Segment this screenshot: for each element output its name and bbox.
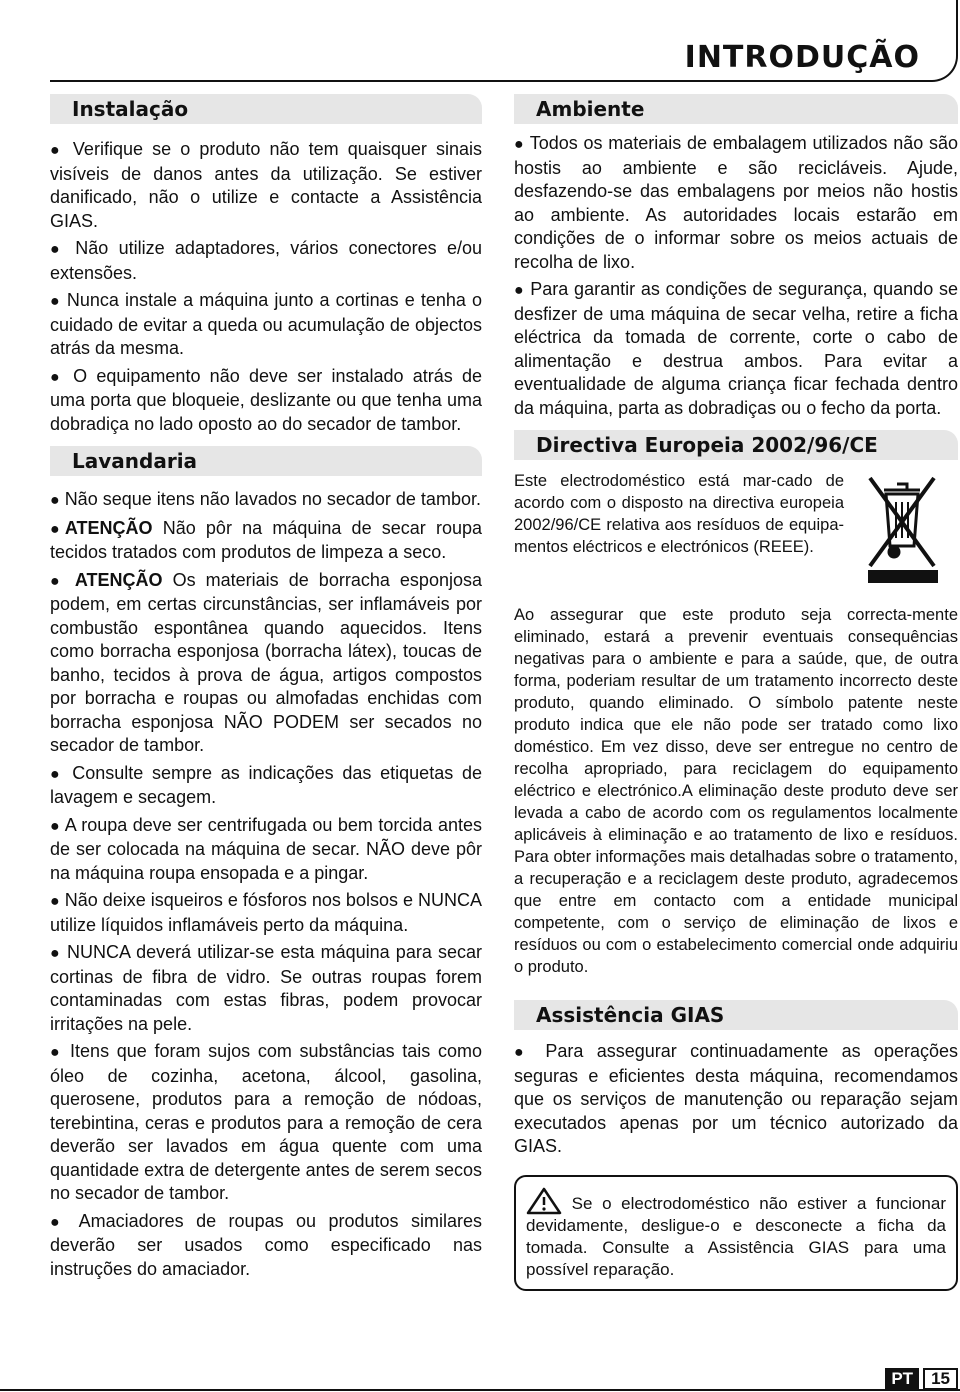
bottom-rule [0,1389,960,1391]
installation-item: ● Verifique se o produto não tem quaisquer sinais visíveis de danos antes da utilização. Se estiver danificado, não o utilize e contacte a Assistência GIAS. [50,139,482,231]
page-title: INTRODUÇÃO [684,40,920,75]
installation-item: ● Nunca instale a máquina junto a cortinas e tenha o cuidado de evitar a queda ou acumulação de objectos atrás da mesma. [50,290,482,358]
laundry-item: ●ATENÇÃO Não pôr na máquina de secar roupa tecidos tratados com produtos de limpeza a seco. [50,517,482,562]
attention-label: ATENÇÃO [64,517,153,538]
laundry-item: ● Itens que foram sujos com substâncias tais como óleo de cozinha, acetona, álcool, gasolina, querosene, produtos para a remoção de nódoas, terebintina, ceras e produtos para a remoção de cera deverão ser lavados em água quente com uma quantidade extra de detergente antes de serem secos no secador de tambor. [50,1041,482,1203]
bullet-icon: ● [50,765,64,783]
installation-item: ● O equipamento não deve ser instalado atrás de uma porta que bloqueie, deslizante ou que tenha uma dobradiça no lado oposto ao do secador de tambor. [50,365,482,434]
crossed-out-wheelie-bin-icon [864,470,940,584]
service-item: ● Para assegurar continuadamente as operações seguras e eficientes desta máquina, recomendamos que os serviços de manutenção ou reparação sejam executados apenas por um técnico autorizado da GIAS. [514,1041,958,1156]
laundry-item: ● Consulte sempre as indicações das etiquetas de lavagem e secagem. [50,762,482,807]
directive-body: Ao assegurar que este produto seja correcta-mente eliminado, estará a prevenir eventuais consequências negativas para o ambiente e para a saúde, que, de outra forma, poderiam resultar de um tratamento incorrecto deste produto, quando eliminado. O símbolo patente neste produto indica que ele não pode ser tratado como lixo doméstico. Em vez disso, deve ser entregue no centro de recolha apropriado, para reciclagem do equipamento eléctrico e electrónico.A eliminação deste produto deve ser levada a cabo de acordo com os regulamentos localmente aplicáveis à eliminação e ao tratamento de lixo e resíduos. Para obter informações mais detalhadas sobre o tratamento, a recuperação e a reciclagem deste produto, agradecemos que entre em contacto com a entidade municipal competente, com o serviço de eliminação de lixos e resíduos ou com o estabelecimento comercial onde adquiriu o produto. [514,606,958,976]
directive-intro: Este electrodoméstico está mar-cado de acordo com o disposto na directiva europeia 2002/96/CE relativa aos resíduos de equipa-mentos eléctricos e electrónicos (REEE). [514,472,844,556]
laundry-item: ● ATENÇÃO Os materiais de borracha esponjosa podem, em certas circunstâncias, ser inflamáveis por combustão espontânea quando aquecidos. Itens como borracha esponjosa (borracha látex), toucas de banho, tecidos à prova de água, artigos compostos por borracha e roupas ou almofadas enchidas com borracha esponjosa NÃO PODEM ser secados no secador de tambor. [50,569,482,755]
page-number: 15 [923,1368,958,1390]
environment-item: ● Todos os materiais de embalagem utilizados não são hostis ao ambiente e são recicláveis. Ajude, desfazendo-se das embalagens por meios não hostis ao ambiente. As autoridades locais estarão em condições de o informar sobre os meios actuais de recolha de lixo. [514,133,958,272]
warning-text-block [526,1187,946,1281]
bullet-icon: ● [50,142,64,159]
bullet-icon: ● [50,492,60,509]
laundry-item: ● Não seque itens não lavados no secador de tambor. [50,489,481,509]
bullet-icon: ● [50,893,60,910]
bullet-icon: ● [50,817,61,835]
weee-block [514,470,958,590]
bullet-icon: ● [50,1044,63,1061]
left-column [50,94,482,1281]
environment-item: ● Para garantir as condições de segurança, quando se desfizer de uma máquina de secar velha, retire a ficha eléctrica da tomada de corrente, corte o cabo de alimentação e destrua ambos. Para evitar a eventualidade de alguma criança ficar fechada dentro da máquina, parta as dobradiças ou o fecho da porta. [514,279,958,418]
bullet-icon: ● [50,520,65,538]
service-heading: Assistência GIAS [514,1000,958,1030]
laundry-item: ● A roupa deve ser centrifugada ou bem torcida antes de ser colocada na máquina de secar. NÃO deve pôr na máquina roupa ensopada e a pingar. [50,814,482,883]
laundry-heading: Lavandaria [50,446,482,476]
right-column [514,94,958,1291]
installation-item: ● Não utilize adaptadores, vários conectores e/ou extensões. [50,238,482,283]
attention-label: ATENÇÃO [74,569,163,590]
bullet-icon: ● [514,282,525,299]
language-label: PT [885,1368,919,1390]
bullet-icon: ● [514,1044,533,1061]
laundry-item: ● Amaciadores de roupas ou produtos similares deverão ser usados como especificado nas instruções do amaciador. [50,1210,483,1279]
bullet-icon: ● [50,241,65,258]
bullet-icon: ● [50,368,64,386]
bullet-icon: ● [50,293,61,310]
warning-box [514,1175,958,1291]
warning-text: Se o electrodoméstico não estiver a funcionar devidamente, desligue-o e desconecte a ficha da tomada. Consulte a Assistência GIAS para uma possível reparação. [526,1193,946,1279]
bullet-icon: ● [50,945,61,962]
page-marker [885,1368,958,1390]
bullet-icon: ● [50,572,65,590]
warning-triangle-icon [526,1187,562,1215]
installation-heading: Instalação [50,94,482,124]
laundry-item: ● NUNCA deverá utilizar-se esta máquina para secar cortinas de fibra de vidro. Se outras roupas forem contaminadas com estas fibras, podem provocar irritações na pele. [50,942,482,1034]
bullet-icon: ● [50,1213,68,1231]
laundry-item: ● Não deixe isqueiros e fósforos nos bolsos e NUNCA utilize líquidos inflamáveis perto da máquina. [50,890,482,935]
directive-heading: Directiva Europeia 2002/96/CE [514,430,958,460]
bullet-icon: ● [514,136,525,153]
environment-heading: Ambiente [514,94,958,124]
